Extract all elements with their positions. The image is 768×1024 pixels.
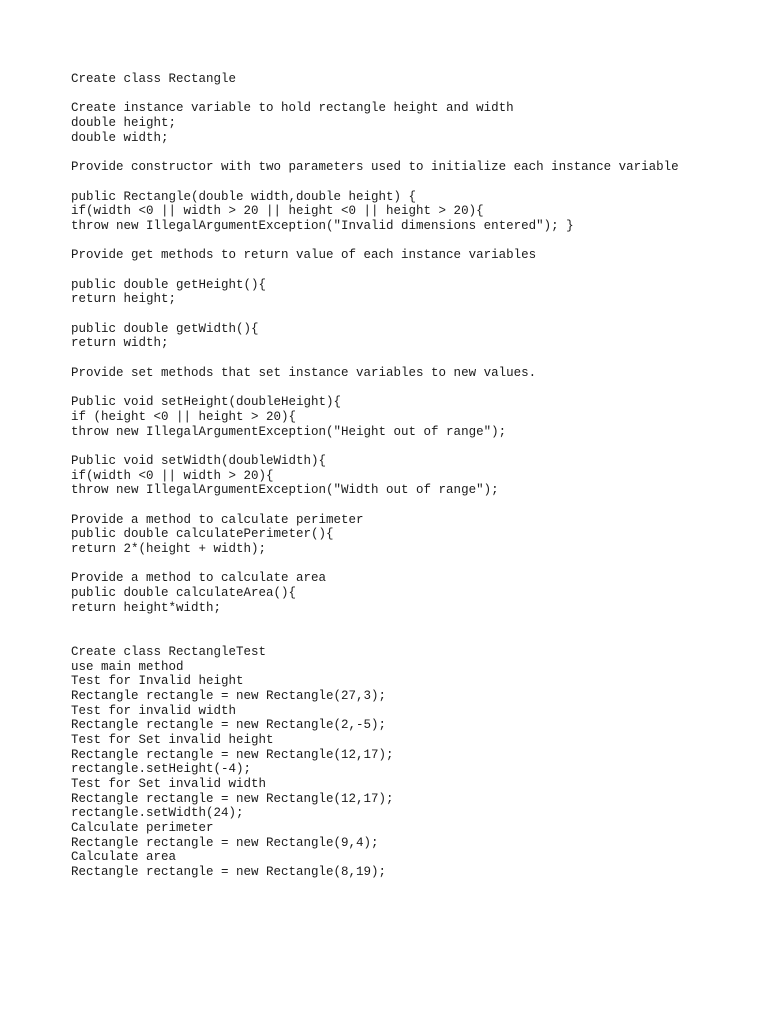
set-width-check: if(width <0 || width > 20){ <box>71 468 274 483</box>
constructor-signature: public Rectangle(double width,double height) { <box>71 189 417 204</box>
spacer <box>71 234 751 249</box>
class-heading-rectangle: Create class Rectangle <box>71 72 237 86</box>
spacer <box>71 380 751 395</box>
spacer <box>71 615 751 644</box>
perimeter-signature: public double calculatePerimeter(){ <box>71 527 334 542</box>
getters-intro: Provide get methods to return value of each instance variables <box>71 248 537 263</box>
document-page <box>71 72 751 880</box>
set-height-signature: Public void setHeight(doubleHeight){ <box>71 395 342 410</box>
constructor-intro: Provide constructor with two parameters used to initialize each instance variable <box>71 160 679 175</box>
fields-intro: Create instance variable to hold rectangle height and width <box>71 101 514 116</box>
set-width-signature: Public void setWidth(doubleWidth){ <box>71 453 327 468</box>
test-area-code: Rectangle rectangle = new Rectangle(8,19); <box>71 865 387 880</box>
area-return: return height*width; <box>71 600 222 615</box>
spacer <box>71 307 751 322</box>
get-height-return: return height; <box>71 292 177 307</box>
get-height-signature: public double getHeight(){ <box>71 277 267 292</box>
set-height-throw: throw new IllegalArgumentException("Height out of range"); <box>71 424 507 439</box>
test-area-label: Calculate area <box>71 850 177 865</box>
class-heading-rectangle-test: Create class RectangleTest <box>71 644 267 659</box>
constructor-check: if(width <0 || width > 20 || height <0 || height > 20){ <box>71 204 484 219</box>
area-signature: public double calculateArea(){ <box>71 586 297 601</box>
test-set-invalid-width-call: rectangle.setWidth(24); <box>71 806 244 821</box>
test-invalid-height-code: Rectangle rectangle = new Rectangle(27,3); <box>71 688 387 703</box>
main-method-note: use main method <box>71 659 184 674</box>
get-width-signature: public double getWidth(){ <box>71 321 259 336</box>
test-set-invalid-height-label: Test for Set invalid height <box>71 732 274 747</box>
test-invalid-width-code: Rectangle rectangle = new Rectangle(2,-5); <box>71 718 387 733</box>
spacer <box>71 175 751 190</box>
test-perimeter-label: Calculate perimeter <box>71 821 214 836</box>
setters-intro: Provide set methods that set instance variables to new values. <box>71 365 537 380</box>
perimeter-intro: Provide a method to calculate perimeter <box>71 512 364 527</box>
area-intro: Provide a method to calculate area <box>71 571 327 586</box>
get-width-return: return width; <box>71 336 169 351</box>
spacer <box>71 145 751 160</box>
spacer <box>71 351 751 366</box>
test-invalid-width-label: Test for invalid width <box>71 703 237 718</box>
constructor-throw: throw new IllegalArgumentException("Invalid dimensions entered"); } <box>71 218 574 233</box>
spacer <box>71 498 751 513</box>
test-set-invalid-height-call: rectangle.setHeight(-4); <box>71 762 252 777</box>
spacer <box>71 87 751 102</box>
set-height-check: if (height <0 || height > 20){ <box>71 409 297 424</box>
spacer <box>71 557 751 572</box>
spacer <box>71 263 751 278</box>
test-invalid-height-label: Test for Invalid height <box>71 674 244 689</box>
test-perimeter-code: Rectangle rectangle = new Rectangle(9,4); <box>71 835 379 850</box>
test-set-invalid-width-label: Test for Set invalid width <box>71 777 267 792</box>
spacer <box>71 439 751 454</box>
perimeter-return: return 2*(height + width); <box>71 542 267 556</box>
test-set-invalid-width-code: Rectangle rectangle = new Rectangle(12,17); <box>71 791 394 806</box>
field-height: double height; <box>71 116 177 131</box>
field-width: double width; <box>71 130 169 145</box>
test-set-invalid-height-code: Rectangle rectangle = new Rectangle(12,17); <box>71 747 394 762</box>
set-width-throw: throw new IllegalArgumentException("Width out of range"); <box>71 483 499 498</box>
